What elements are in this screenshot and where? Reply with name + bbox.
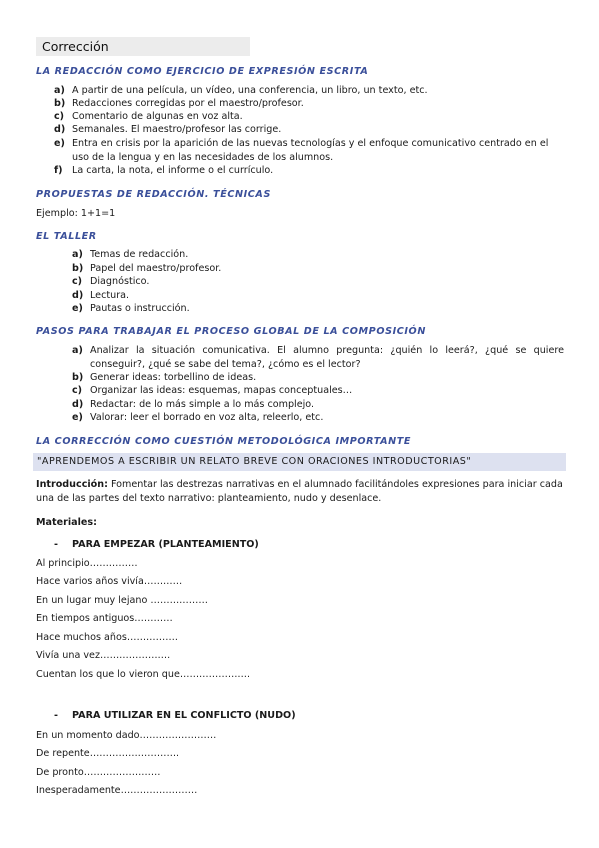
subheading-planteamiento [54, 539, 259, 550]
phrase-line: Hace muchos años……………. [36, 632, 178, 643]
phrase-line: En tiempos antiguos………… [36, 613, 173, 624]
list-marker: a) [72, 345, 83, 356]
activity-title-banner: "APRENDEMOS A ESCRIBIR UN RELATO BREVE CON ORACIONES INTRODUCTORIAS" [33, 453, 566, 471]
section-heading-pasos: PASOS PARA TRABAJAR EL PROCESO GLOBAL DE LA COMPOSICIÓN [36, 326, 426, 337]
section-heading-correccion: LA CORRECCIÓN COMO CUESTIÓN METODOLÓGICA IMPORTANTE [36, 436, 412, 447]
dash-bullet: - [54, 539, 58, 550]
list-marker: d) [72, 399, 84, 410]
dash-bullet: - [54, 710, 58, 721]
list-item-text: Valorar: leer el borrado en voz alta, releerlo, etc. [90, 412, 324, 423]
list-marker: b) [72, 263, 84, 274]
list-item-text: Redactar: de lo más simple a lo más complejo. [90, 399, 315, 410]
page-title: Corrección [36, 37, 250, 56]
phrase-line: En un momento dado…………………… [36, 730, 217, 741]
example-text: Ejemplo: 1+1=1 [36, 208, 116, 219]
list-item-text: Analizar la situación comunicativa. El alumno pregunta: ¿quién lo leerá?, ¿qué se quiere conseguir?, ¿qué se sabe del tema?, ¿cómo es el lector? [90, 345, 564, 370]
introduction-paragraph [36, 478, 566, 506]
list-marker: e) [72, 412, 83, 423]
list-item-text: Diagnóstico. [90, 276, 150, 287]
list-item-text: Pautas o instrucción. [90, 303, 190, 314]
phrase-line: De repente………………………. [36, 748, 180, 759]
list-marker: a) [54, 85, 65, 96]
phrase-line: Hace varios años vivía………… [36, 576, 183, 587]
phrase-line: De pronto…………………… [36, 767, 161, 778]
list-item-text: Generar ideas: torbellino de ideas. [90, 372, 257, 383]
introduction-text: Fomentar las destrezas narrativas en el alumnado facilitándoles expresiones para iniciar cada una de las partes del texto narrativo: planteamiento, nudo y desenlace. [36, 479, 563, 504]
list-marker: e) [72, 303, 83, 314]
list-item-text: Papel del maestro/profesor. [90, 263, 222, 274]
section-heading-redaccion: LA REDACCIÓN COMO EJERCICIO DE EXPRESIÓN ESCRITA [36, 66, 369, 77]
phrase-line: Cuentan los que lo vieron que…………………. [36, 669, 251, 680]
list-item-text: Semanales. El maestro/profesor las corrige. [72, 124, 282, 135]
list-item-text: La carta, la nota, el informe o el currículo. [72, 165, 274, 176]
list-marker: b) [72, 372, 84, 383]
list-item-text: Lectura. [90, 290, 130, 301]
list-item-text: Temas de redacción. [90, 249, 189, 260]
list-item-text: Comentario de algunas en voz alta. [72, 111, 243, 122]
subheading-nudo [54, 710, 296, 721]
list-marker: f) [54, 165, 63, 176]
phrase-line: Al principio…………… [36, 558, 138, 569]
list-item-text: Redacciones corregidas por el maestro/profesor. [72, 98, 304, 109]
list-marker: c) [54, 111, 65, 122]
phrase-line: Vivía una vez…………………. [36, 650, 171, 661]
introduction-label: Introducción: [36, 479, 108, 490]
phrase-line: Inesperadamente…………………… [36, 785, 198, 796]
subheading-text: PARA EMPEZAR (PLANTEAMIENTO) [72, 539, 259, 550]
list-item-text: A partir de una película, un vídeo, una conferencia, un libro, un texto, etc. [72, 85, 428, 96]
list-marker: b) [54, 98, 66, 109]
list-marker: e) [54, 138, 65, 149]
list-marker: c) [72, 385, 83, 396]
section-heading-taller: EL TALLER [36, 231, 97, 242]
section-heading-propuestas: PROPUESTAS DE REDACCIÓN. TÉCNICAS [36, 189, 271, 200]
list-item-text: Entra en crisis por la aparición de las nuevas tecnologías y el enfoque comunicativo centrado en el uso de la lengua y en las necesidades de los alumnos. [72, 138, 549, 163]
list-marker: d) [54, 124, 66, 135]
list-marker: a) [72, 249, 83, 260]
list-item-text: Organizar las ideas: esquemas, mapas conceptuales… [90, 385, 353, 396]
list-marker: c) [72, 276, 83, 287]
phrase-line: En un lugar muy lejano ……………… [36, 595, 208, 606]
materials-label: Materiales: [36, 517, 97, 528]
list-marker: d) [72, 290, 84, 301]
subheading-text: PARA UTILIZAR EN EL CONFLICTO (NUDO) [72, 710, 296, 721]
